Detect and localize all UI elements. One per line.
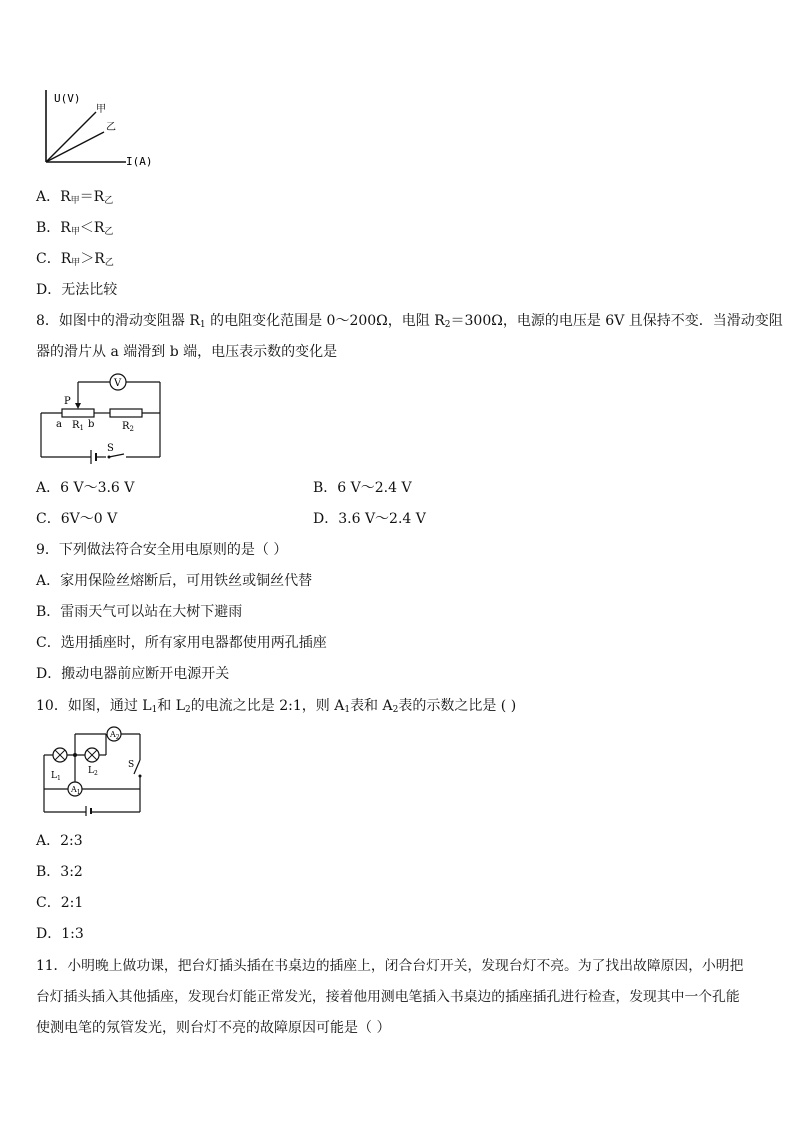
q11-stem-line1: 11．小明晚上做功课，把台灯插头插在书桌边的插座上，闭合台灯开关，发现台灯不亮。为了找出故障原因，小明把 — [36, 958, 744, 974]
q7-ui-graph — [36, 86, 156, 168]
l2-label: $L_2$ — [88, 766, 98, 777]
q9-option-d: D．搬动电器前应断开电源开关 — [36, 666, 230, 682]
q8-stem-line1: 8．如图中的滑动变阻器 $R_1$ 的电阻变化范围是 0～200Ω，电阻 $R_2=300\Omega$，电源的电压是 6V 且保持不变．当滑动变阻 — [36, 313, 783, 330]
q10-stem: 10．如图，通过 $L_1$和 $L_2$的电流之比是 2:1，则 $A_1$表和 $A_2$表的示数之比是 ( ) — [36, 698, 517, 715]
q8-option-c: C．6V～0 V — [36, 511, 118, 527]
q7-option-d: D．无法比较 — [36, 282, 118, 298]
switch-s-label: S — [128, 760, 135, 770]
q7-option-b: B．$R_甲<R_乙$ — [36, 220, 114, 237]
end-b-label: b — [88, 419, 95, 430]
q9-option-c: C．选用插座时，所有家用电器都使用两孔插座 — [36, 635, 327, 651]
q10-option-b: B．3:2 — [36, 864, 83, 880]
q9-option-a: A．家用保险丝熔断后，可用铁丝或铜丝代替 — [36, 573, 313, 589]
q7-option-c: C．$R_甲>R_乙$ — [36, 251, 114, 268]
q10-option-c: C．2:1 — [36, 895, 84, 911]
q8-stem-line2: 器的滑片从 a 端滑到 b 端，电压表示数的变化是 — [36, 344, 338, 360]
voltmeter-label: V — [114, 378, 122, 389]
line1-label: 甲 — [96, 104, 106, 115]
q7-option-a: A．$R_甲=R_乙$ — [36, 189, 114, 206]
q9-stem: 9．下列做法符合安全用电原则的是（ ） — [36, 542, 288, 558]
q9-option-b: B．雷雨天气可以站在大树下避雨 — [36, 604, 243, 620]
q10-option-d: D．1:3 — [36, 926, 84, 942]
l1-label: $L_1$ — [51, 771, 61, 782]
y-axis-label: U(V) — [54, 92, 81, 105]
q11-stem-line2: 台灯插头插入其他插座，发现台灯能正常发光，接着他用测电笔插入书桌边的插座插孔进行检查，发现其中一个孔能 — [36, 989, 740, 1005]
q8-circuit-diagram — [36, 368, 166, 464]
r2-label: $R_2$ — [122, 421, 134, 433]
q10-option-a: A．2:3 — [36, 833, 83, 849]
x-axis-label: I(A) — [126, 155, 153, 168]
q10-circuit-diagram — [36, 722, 148, 816]
q8-option-a: A．6 V～3.6 V — [36, 480, 135, 496]
r1-label: $R_1$ — [72, 420, 84, 432]
q11-stem-line3: 使测电笔的氖管发光，则台灯不亮的故障原因可能是（ ） — [36, 1020, 391, 1036]
end-a-label: a — [56, 419, 62, 430]
switch-label: S — [107, 443, 114, 454]
slider-label: P — [64, 396, 71, 407]
ammeter-a1-label: $A_1$ — [71, 785, 81, 796]
line2-label: 乙 — [106, 122, 116, 133]
ammeter-a2-label: $A_2$ — [110, 730, 120, 741]
q8-option-b: B．6 V～2.4 V — [313, 480, 412, 496]
q8-option-d: D．3.6 V～2.4 V — [313, 511, 426, 527]
